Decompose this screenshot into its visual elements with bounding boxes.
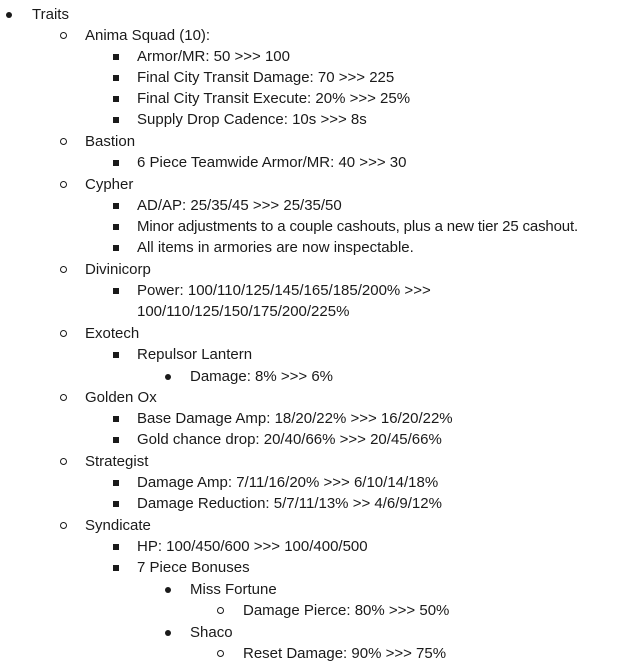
- circle-bullet-icon: [214, 643, 226, 664]
- square-bullet-icon: [110, 237, 122, 258]
- list-item-text: Gold chance drop: 20/40/66% >>> 20/45/66%: [137, 431, 442, 448]
- circle-bullet-icon: [57, 323, 69, 344]
- list-item-text: Final City Transit Execute: 20% >>> 25%: [137, 90, 411, 107]
- square-bullet-icon: [110, 46, 122, 67]
- list-item-text: 7 Piece Bonuses: [137, 559, 250, 576]
- circle-bullet-icon: [57, 25, 69, 46]
- square-bullet-icon: [110, 472, 122, 493]
- list-item-text: Traits: [32, 6, 69, 23]
- circle-bullet-icon: [57, 451, 69, 472]
- list-item-text: Shaco: [190, 624, 233, 641]
- square-bullet-icon: [110, 344, 122, 365]
- list-item-text: Miss Fortune: [190, 581, 277, 598]
- list-item-text: Golden Ox: [85, 389, 157, 406]
- square-bullet-icon: [110, 536, 122, 557]
- list-item-text: AD/AP: 25/35/45 >>> 25/35/50: [137, 197, 342, 214]
- square-bullet-icon: [110, 557, 122, 578]
- square-bullet-icon: [110, 216, 122, 237]
- circle-bullet-icon: [57, 131, 69, 152]
- list-item-text: Strategist: [85, 453, 149, 470]
- square-bullet-icon: [110, 408, 122, 429]
- list-item-text: All items in armories are now inspectable.: [137, 239, 414, 256]
- square-bullet-icon: [110, 429, 122, 450]
- list-item-text: Damage: 8% >>> 6%: [190, 368, 334, 385]
- circle-bullet-icon: [57, 387, 69, 408]
- list-item-text: Power: 100/110/125/145/165/185/200% >>>: [137, 282, 431, 299]
- list-item-text: Divinicorp: [85, 261, 151, 278]
- square-bullet-icon: [110, 88, 122, 109]
- square-bullet-icon: [110, 152, 122, 173]
- list-item-text: 6 Piece Teamwide Armor/MR: 40 >>> 30: [137, 154, 407, 171]
- list-item-text: HP: 100/450/600 >>> 100/400/500: [137, 538, 368, 555]
- circle-bullet-icon: [57, 515, 69, 536]
- list-item-text: Armor/MR: 50 >>> 100: [137, 48, 290, 65]
- square-bullet-icon: [110, 67, 122, 88]
- square-bullet-icon: [110, 195, 122, 216]
- list-item-text: Syndicate: [85, 517, 151, 534]
- circle-bullet-icon: [57, 174, 69, 195]
- list-item-text: Bastion: [85, 133, 136, 150]
- list-item-text: Supply Drop Cadence: 10s >>> 8s: [137, 111, 367, 128]
- square-bullet-icon: [110, 493, 122, 514]
- list-item-text: Base Damage Amp: 18/20/22% >>> 16/20/22%: [137, 410, 453, 427]
- list-item-text: Cypher: [85, 176, 134, 193]
- disc-bullet-icon: [162, 622, 174, 643]
- list-item-text: Damage Amp: 7/11/16/20% >>> 6/10/14/18%: [137, 474, 439, 491]
- list-item-text: Exotech: [85, 325, 140, 342]
- list-item-text: Reset Damage: 90% >>> 75%: [243, 645, 447, 662]
- list-item-text: Final City Transit Damage: 70 >>> 225: [137, 69, 395, 86]
- list-item-text: Damage Pierce: 80% >>> 50%: [243, 602, 450, 619]
- disc-bullet-icon: [3, 4, 15, 25]
- square-bullet-icon: [110, 280, 122, 301]
- disc-bullet-icon: [162, 366, 174, 387]
- disc-bullet-icon: [162, 579, 174, 600]
- list-item-text: 100/110/125/150/175/200/225%: [137, 303, 350, 320]
- circle-bullet-icon: [214, 600, 226, 621]
- circle-bullet-icon: [57, 259, 69, 280]
- list-item-text: Repulsor Lantern: [137, 346, 253, 363]
- list-item-text: Anima Squad (10):: [85, 27, 211, 44]
- list-item-text: Damage Reduction: 5/7/11/13% >> 4/6/9/12%: [137, 495, 442, 512]
- square-bullet-icon: [110, 109, 122, 130]
- list-item-text: Minor adjustments to a couple cashouts, plus a new tier 25 cashout.: [137, 218, 579, 235]
